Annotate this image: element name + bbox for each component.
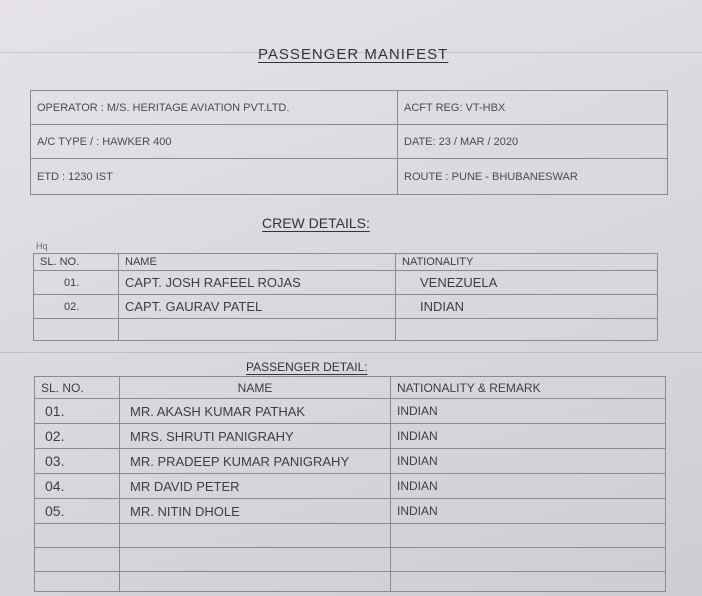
crew-note: Hq <box>36 241 48 251</box>
empty-cell <box>120 572 391 592</box>
empty-cell <box>119 319 396 341</box>
table-row <box>35 524 666 548</box>
pax-name: MR DAVID PETER <box>120 474 391 499</box>
pax-name: MR. AKASH KUMAR PATHAK <box>120 399 391 424</box>
pax-nationality: INDIAN <box>391 399 666 424</box>
empty-cell <box>34 319 119 341</box>
ac-type-cell: A/C TYPE / : HAWKER 400 <box>31 125 398 159</box>
date-cell: DATE: 23 / MAR / 2020 <box>398 125 668 159</box>
pax-sl: 05. <box>35 499 120 524</box>
crew-header-row <box>34 254 658 271</box>
empty-cell <box>391 548 666 572</box>
operator-cell: OPERATOR : M/S. HERITAGE AVIATION PVT.LTD. <box>31 91 398 125</box>
empty-cell <box>35 572 120 592</box>
pax-sl: 03. <box>35 449 120 474</box>
crew-col-name: NAME <box>119 254 396 271</box>
pax-col-sl: SL. NO. <box>35 377 120 399</box>
flight-info-table <box>30 90 668 195</box>
crew-name: CAPT. JOSH RAFEEL ROJAS <box>119 271 396 295</box>
route-cell: ROUTE : PUNE - BHUBANESWAR <box>398 159 668 195</box>
empty-cell <box>391 572 666 592</box>
crew-sl: 01. <box>34 271 119 295</box>
table-row <box>34 295 658 319</box>
table-row <box>35 572 666 592</box>
empty-cell <box>396 319 658 341</box>
crew-col-sl: SL. NO. <box>34 254 119 271</box>
pax-sl: 04. <box>35 474 120 499</box>
pax-col-name: NAME <box>120 377 391 399</box>
pax-nationality: INDIAN <box>391 449 666 474</box>
crew-nationality: VENEZUELA <box>396 271 658 295</box>
etd-cell: ETD : 1230 IST <box>31 159 398 195</box>
crew-sl: 02. <box>34 295 119 319</box>
crew-nationality: INDIAN <box>396 295 658 319</box>
empty-cell <box>35 524 120 548</box>
paper-fold <box>0 352 702 353</box>
crew-table <box>33 253 658 341</box>
pax-sl: 01. <box>35 399 120 424</box>
crew-section-title: CREW DETAILS: <box>262 215 370 231</box>
crew-col-nationality: NATIONALITY <box>396 254 658 271</box>
pax-name: MR. NITIN DHOLE <box>120 499 391 524</box>
empty-cell <box>120 524 391 548</box>
table-row <box>35 474 666 499</box>
table-row <box>35 548 666 572</box>
empty-cell <box>35 548 120 572</box>
passenger-table <box>34 376 666 592</box>
empty-cell <box>120 548 391 572</box>
acft-reg-cell: ACFT REG: VT-HBX <box>398 91 668 125</box>
pax-col-nationality: NATIONALITY & REMARK <box>391 377 666 399</box>
table-row <box>35 499 666 524</box>
table-row <box>35 424 666 449</box>
pax-nationality: INDIAN <box>391 474 666 499</box>
pax-nationality: INDIAN <box>391 424 666 449</box>
table-row <box>31 159 668 195</box>
pax-name: MRS. SHRUTI PANIGRAHY <box>120 424 391 449</box>
pax-name: MR. PRADEEP KUMAR PANIGRAHY <box>120 449 391 474</box>
table-row <box>35 399 666 424</box>
empty-cell <box>391 524 666 548</box>
passenger-section-title: PASSENGER DETAIL: <box>246 360 368 374</box>
table-row <box>34 271 658 295</box>
table-row <box>34 319 658 341</box>
pax-sl: 02. <box>35 424 120 449</box>
table-row <box>31 125 668 159</box>
pax-nationality: INDIAN <box>391 499 666 524</box>
document-title: PASSENGER MANIFEST <box>258 46 449 63</box>
table-row <box>31 91 668 125</box>
crew-name: CAPT. GAURAV PATEL <box>119 295 396 319</box>
passenger-header-row <box>35 377 666 399</box>
table-row <box>35 449 666 474</box>
